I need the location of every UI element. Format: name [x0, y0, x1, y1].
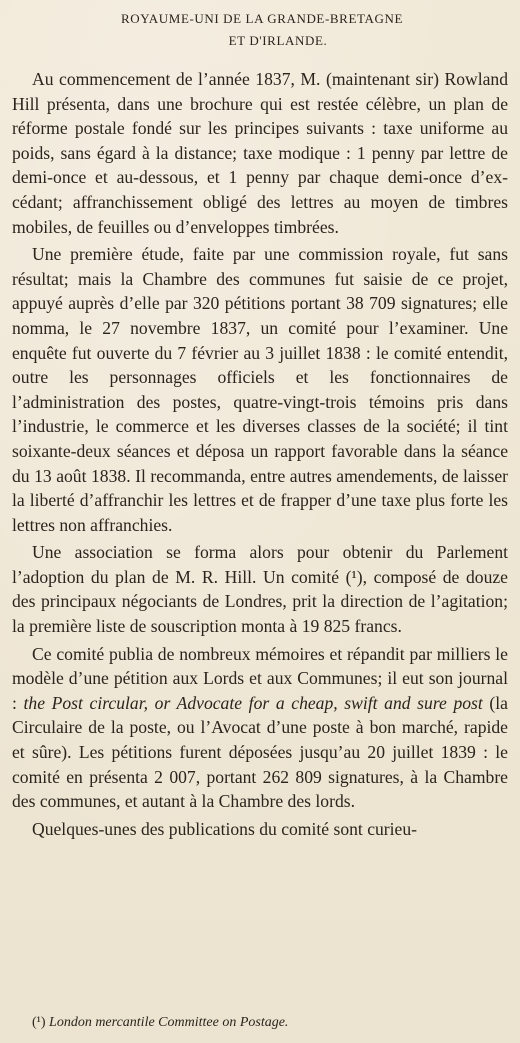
footnote [32, 1015, 288, 1031]
paragraph-1 [12, 67, 508, 239]
footnote-text: London mercantile Committee on Postage. [45, 1015, 289, 1030]
paragraph-5-text: Quelques-unes des publications du comité sont curieu- [32, 818, 418, 839]
paragraph-1-text: Au commencement de l’année 1837, M. (maintenant sir) Rowland Hill présenta, dans une brochure qui est restée célèbre, un plan de réforme postale fondé sur les principes suivants : taxe uniforme au poids, sans égard à la distance; taxe modique : 1 penny par lettre de demi-once et au-dessous, et 1 penny par chaque demi-once d’excédant; affranchissement obligé des lettres au moyen de timbres mobiles, de feuilles ou d’enveloppes timbrées. [12, 69, 508, 237]
paragraph-2 [12, 242, 508, 537]
paragraph-4-text-before: Ce comité publia de nombreux mémoires et répandit par milliers le modèle d’une pétition aux Lords et aux Communes; il eut son journal : [12, 643, 508, 713]
chapter-heading [0, 8, 520, 52]
paragraph-3-text: Une association se forma alors pour obtenir du Parlement l’adoption du plan de M. R. Hill. Un comité (¹), composé de douze des principaux négociants de Londres, prit la direction de l’agitation; la première liste de souscription monta à 19 825 francs. [12, 542, 508, 637]
footnote-mark: (¹) [32, 1015, 46, 1030]
paragraph-4-text-after: (la Circulaire de la poste, ou l’Avocat d’une poste à bon marché, rapide et sûre). Les pétitions furent déposées jusqu’au 20 juillet 1839 : le comité en présenta 2 007, portant 262 809 signatures, à la Chambre des communes, et autant à la Chambre des lords. [12, 692, 508, 812]
paragraph-3 [12, 540, 508, 638]
heading-line-2: ET D'IRLANDE. [228, 33, 328, 48]
paragraph-2-text: Une première étude, faite par une commission royale, fut sans résultat; mais la Chambre des communes fut saisie de ce projet, appuyé auprès d’elle par 320 pétitions portant 38 709 signatures; elle nomma, le 27 novembre 1837, un comité pour l’examiner. Une enquête fut ouverte du 7 février au 3 juillet 1838 : le comité entendit, outre les personnages officiels et les fonctionnaires de l’administration des postes, quatre-vingt-trois témoins pris dans l’industrie, le commerce et les diverses classes de la société; il tint soixante-deux séances et déposa un rapport favorable dans la séance du 13 août 1838. Il recommanda, entre autres amendements, de laisser la liberté d’affranchir les lettres et de frapper d’une taxe plus forte les lettres non affranchies. [12, 244, 508, 535]
paragraph-4 [12, 642, 508, 814]
paragraph-5 [12, 817, 508, 842]
body-text [12, 67, 508, 844]
journal-title-italic: the Post circular, or Advocate for a cheap, swift and sure post [23, 692, 483, 713]
heading-line-1: ROYAUME-UNI DE LA GRANDE-BRETAGNE [121, 11, 403, 26]
